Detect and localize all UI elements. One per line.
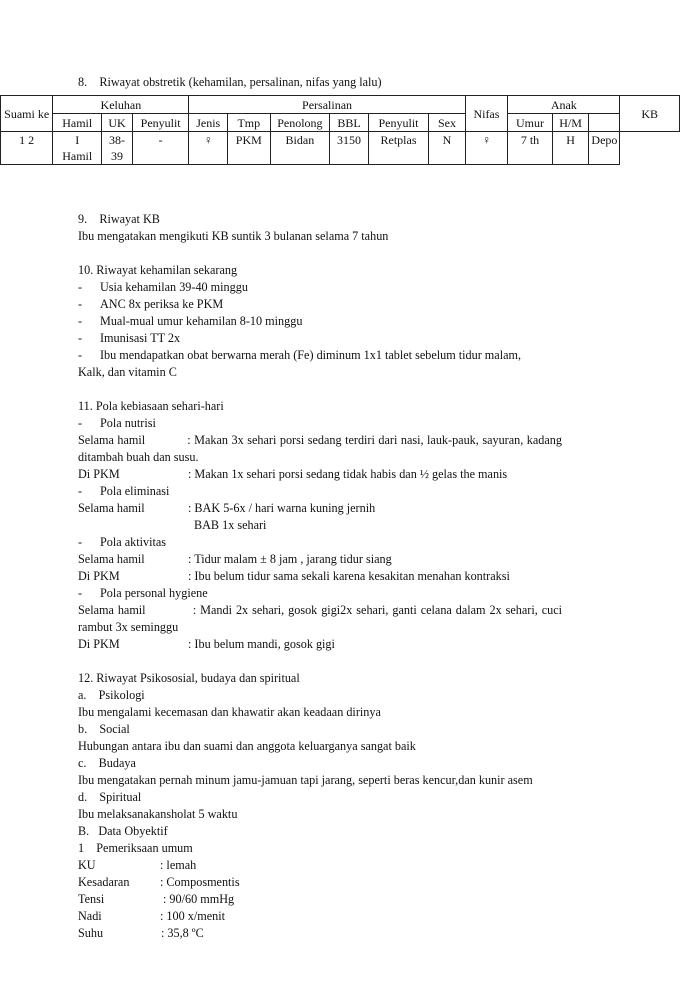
- cell-umur: 7 th: [508, 132, 553, 165]
- section-10-tail: Kalk, dan vitamin C: [78, 365, 177, 379]
- cell-penyulit: -: [132, 132, 189, 165]
- header-penyulit-2: Penyulit: [368, 114, 428, 132]
- social-title: b. Social: [78, 722, 130, 736]
- header-penyulit: Penyulit: [132, 114, 189, 132]
- list-item: - Usia kehamilan 39-40 minggu: [78, 280, 248, 294]
- psikologi-text: Ibu mengalami kecemasan dan khawatir akan keadaan dirinya: [78, 705, 381, 719]
- cell-penyulit-2: Retplas: [368, 132, 428, 165]
- psikologi-title: a. Psikologi: [78, 688, 145, 702]
- list-item-text: Mual-mual umur kehamilan 8-10 minggu: [100, 314, 303, 328]
- cell-kb: Depo: [589, 132, 620, 165]
- pemeriksaan-umum-title: 1 Pemeriksaan umum: [78, 841, 193, 855]
- header-anak: Anak: [508, 96, 620, 114]
- header-bbl: BBL: [330, 114, 369, 132]
- aktivitas-label: Selama hamil: [78, 552, 145, 566]
- list-item: - ANC 8x periksa ke PKM: [78, 297, 224, 311]
- header-kb: KB: [620, 96, 680, 132]
- cell-nifas: N: [429, 132, 465, 165]
- cell-hamil: I Hamil: [53, 132, 102, 165]
- vital-value-suhu: : 35,8 ºC: [161, 926, 204, 940]
- cell-penolong: Bidan: [270, 132, 330, 165]
- budaya-title: c. Budaya: [78, 756, 136, 770]
- list-item: - Mual-mual umur kehamilan 8-10 minggu: [78, 314, 303, 328]
- header-persalinan: Persalinan: [189, 96, 465, 114]
- social-text: Hubungan antara ibu dan suami dan anggota keluarganya sangat baik: [78, 739, 416, 753]
- list-item-text: Usia kehamilan 39-40 minggu: [100, 280, 248, 294]
- eliminasi-value-2: BAB 1x sehari: [194, 518, 267, 532]
- vital-label-nadi: Nadi: [78, 909, 102, 923]
- table-row: [1, 132, 680, 165]
- eliminasi-value-1: : BAK 5-6x / hari warna kuning jernih: [188, 501, 376, 515]
- vital-label-kesadaran: Kesadaran: [78, 875, 130, 889]
- header-jenis: Jenis: [189, 114, 228, 132]
- vital-value-ku: : lemah: [160, 858, 197, 872]
- vital-value-nadi: : 100 x/menit: [160, 909, 225, 923]
- section-11-title: 11. Pola kebiasaan sehari-hari: [78, 399, 224, 413]
- nutrisi-pkm-label: Di PKM: [78, 467, 120, 481]
- hygiene-selama-hamil: Selama hamil : Mandi 2x sehari, gosok gigi2x sehari, ganti celana dalam 2x sehari, cuci rambut 3x seminggu: [78, 603, 562, 634]
- hygiene-pkm-label: Di PKM: [78, 637, 120, 651]
- section-8-title: 8. Riwayat obstretik (kehamilan, persalinan, nifas yang lalu): [78, 75, 382, 89]
- header-tmp: Tmp: [228, 114, 271, 132]
- aktivitas-value: : Tidur malam ± 8 jam , jarang tidur siang: [188, 552, 392, 566]
- section-9-title: 9. Riwayat KB: [78, 212, 160, 226]
- cell-uk: 38-39: [102, 132, 133, 165]
- subsection-hygiene: - Pola personal hygiene: [78, 586, 208, 600]
- spiritual-text: Ibu melaksanakansholat 5 waktu: [78, 807, 238, 821]
- cell-tmp: PKM: [228, 132, 271, 165]
- subsection-aktivitas: - Pola aktivitas: [78, 535, 167, 549]
- header-keluhan: Keluhan: [53, 96, 189, 114]
- vital-label-ku: KU: [78, 858, 96, 872]
- subsection-eliminasi-title: Pola eliminasi: [100, 484, 170, 498]
- header-hm: H/M: [552, 114, 589, 132]
- section-9-text: Ibu mengatakan mengikuti KB suntik 3 bulanan selama 7 tahun: [78, 229, 389, 243]
- header-penolong: Penolong: [270, 114, 330, 132]
- subsection-aktivitas-title: Pola aktivitas: [100, 535, 167, 549]
- subsection-nutrisi-title: Pola nutrisi: [100, 416, 156, 430]
- eliminasi-label: Selama hamil: [78, 501, 145, 515]
- header-suami: Suami ke: [1, 96, 53, 132]
- aktivitas-pkm-value: : Ibu belum tidur sama sekali karena kesakitan menahan kontraksi: [188, 569, 510, 583]
- aktivitas-pkm-label: Di PKM: [78, 569, 120, 583]
- list-item-text: Ibu mendapatkan obat berwarna merah (Fe) diminum 1x1 tablet sebelum tidur malam,: [100, 348, 522, 362]
- section-12-title: 12. Riwayat Psikososial, budaya dan spiritual: [78, 671, 300, 685]
- header-nifas: Nifas: [465, 96, 508, 132]
- vital-label-suhu: Suhu: [78, 926, 104, 940]
- header-umur: Umur: [508, 114, 553, 132]
- spiritual-title: d. Spiritual: [78, 790, 142, 804]
- vital-value-tensi: : 90/60 mmHg: [163, 892, 235, 906]
- nutrisi-pkm-value: : Makan 1x sehari porsi sedang tidak habis dan ½ gelas the manis: [188, 467, 508, 481]
- section-b-title: B. Data Obyektif: [78, 824, 168, 838]
- obstetric-history-table: [0, 95, 680, 165]
- section-10-title: 10. Riwayat kehamilan sekarang: [78, 263, 238, 277]
- budaya-text: Ibu mengatakan pernah minum jamu-jamuan tapi jarang, seperti beras kencur,dan kunir asem: [78, 773, 533, 787]
- header-hamil: Hamil: [53, 114, 102, 132]
- cell-hm: H: [552, 132, 589, 165]
- table-header-row-1: [1, 96, 680, 114]
- cell-jenis: ♀: [189, 132, 228, 165]
- header-sex: Sex: [429, 114, 465, 132]
- nutrisi-selama-hamil: Selama hamil : Makan 3x sehari porsi sedang terdiri dari nasi, lauk-pauk, sayuran, kadang ditambah buah dan susu.: [78, 433, 562, 464]
- cell-sex: ♀: [465, 132, 508, 165]
- list-item-text: ANC 8x periksa ke PKM: [100, 297, 224, 311]
- table-header-row-2: [1, 114, 680, 132]
- cell-bbl: 3150: [330, 132, 369, 165]
- hygiene-pkm-value: : Ibu belum mandi, gosok gigi: [188, 637, 335, 651]
- cell-suami: 1 2: [1, 132, 53, 165]
- vital-value-kesadaran: : Composmentis: [160, 875, 240, 889]
- list-item-text: Imunisasi TT 2x: [100, 331, 181, 345]
- list-item: - Imunisasi TT 2x: [78, 331, 181, 345]
- subsection-nutrisi: - Pola nutrisi: [78, 416, 156, 430]
- header-uk: UK: [102, 114, 133, 132]
- list-item: - Ibu mendapatkan obat berwarna merah (Fe) diminum 1x1 tablet sebelum tidur malam,: [78, 348, 522, 362]
- subsection-eliminasi: - Pola eliminasi: [78, 484, 170, 498]
- vital-label-tensi: Tensi: [78, 892, 105, 906]
- subsection-hygiene-title: Pola personal hygiene: [100, 586, 208, 600]
